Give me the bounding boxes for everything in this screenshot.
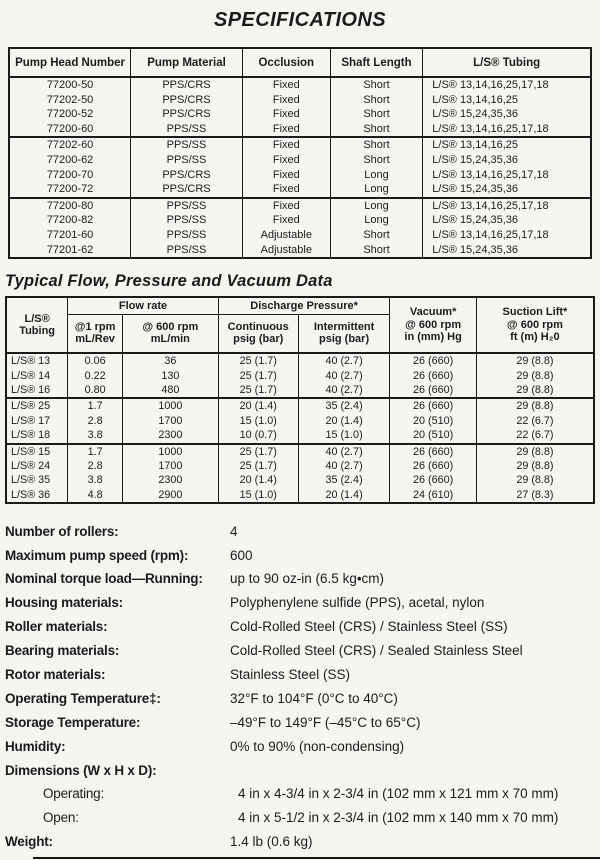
table-cell: Fixed xyxy=(242,198,330,214)
table-row xyxy=(9,77,591,93)
table-cell: 40 (2.7) xyxy=(298,353,390,368)
table-cell: Fixed xyxy=(242,107,330,122)
flow-table-group-1 xyxy=(6,353,594,398)
table-cell: L/S® 15,24,35,36 xyxy=(423,213,591,228)
table-cell: 15 (1.0) xyxy=(218,488,298,503)
table-cell: Long xyxy=(330,182,423,198)
spec-value: 1.4 lb (0.6 kg) xyxy=(230,834,313,850)
table-cell: 29 (8.8) xyxy=(476,383,594,398)
column-group-discharge-pressure: Discharge Pressure* xyxy=(218,297,390,314)
table-row xyxy=(6,428,594,443)
header-line: Suction Lift* xyxy=(502,306,568,319)
spec-row-number-of-rollers xyxy=(5,519,600,543)
table-cell: 1000 xyxy=(122,444,218,459)
table-cell: 0.06 xyxy=(68,353,123,368)
spec-row-housing-materials xyxy=(5,591,600,615)
table-row xyxy=(6,353,594,368)
column-header-vacuum xyxy=(390,297,476,353)
table-cell: 40 (2.7) xyxy=(298,459,390,473)
table-cell: 20 (510) xyxy=(390,414,476,428)
table-cell: 25 (1.7) xyxy=(218,353,298,368)
table-cell: Long xyxy=(330,168,423,183)
spec-value: 600 xyxy=(230,547,253,563)
table-row xyxy=(9,198,591,214)
spec-row-weight xyxy=(5,830,600,854)
page-title: SPECIFICATIONS xyxy=(214,9,386,31)
table-cell: L/S® 17 xyxy=(6,414,68,428)
table-cell: 26 (660) xyxy=(390,444,476,459)
header-line: in (mm) Hg xyxy=(404,331,462,344)
table-cell: L/S® 13,14,16,25,17,18 xyxy=(423,77,591,93)
spec-label: Roller materials: xyxy=(5,619,108,635)
table-cell: PPS/CRS xyxy=(131,182,243,198)
spec-value: Cold-Rolled Steel (CRS) / Stainless Steel (SS) xyxy=(230,619,508,635)
table-cell: 77201-60 xyxy=(9,228,131,243)
table-row xyxy=(6,414,594,428)
spec-label: Open: xyxy=(43,810,79,826)
pump-head-table xyxy=(8,47,592,259)
spec-label: Bearing materials: xyxy=(5,643,120,659)
table-cell: 2.8 xyxy=(68,414,123,428)
table-cell: 3.8 xyxy=(68,473,123,487)
table-cell: 29 (8.8) xyxy=(476,369,594,383)
table-cell: 77202-60 xyxy=(9,137,131,153)
spec-value: up to 90 oz-in (6.5 kg•cm) xyxy=(230,571,385,587)
header-line: ft (m) H₂0 xyxy=(510,331,560,344)
table-cell: L/S® 36 xyxy=(6,488,68,503)
table-cell: 20 (1.4) xyxy=(218,398,298,413)
table-cell: L/S® 13,14,16,25,17,18 xyxy=(423,198,591,214)
spec-value: –49°F to 149°F (–45°C to 65°C) xyxy=(230,714,421,730)
table-cell: PPS/CRS xyxy=(131,107,243,122)
table-cell: Adjustable xyxy=(242,243,330,259)
table-cell: 25 (1.7) xyxy=(218,459,298,473)
table-cell: L/S® 35 xyxy=(6,473,68,487)
spec-label: Humidity: xyxy=(5,738,66,754)
table-cell: L/S® 18 xyxy=(6,428,68,443)
table-cell: 1700 xyxy=(122,459,218,473)
table-cell: 25 (1.7) xyxy=(218,383,298,398)
table-cell: 24 (610) xyxy=(390,488,476,503)
table-cell: L/S® 15,24,35,36 xyxy=(423,243,591,259)
table-cell: L/S® 25 xyxy=(6,398,68,413)
table-cell: 2.8 xyxy=(68,459,123,473)
table-row xyxy=(9,137,591,153)
table-cell: 29 (8.8) xyxy=(476,459,594,473)
table-cell: L/S® 15,24,35,36 xyxy=(423,153,591,168)
header-line: mL/min xyxy=(150,333,190,346)
table-cell: PPS/SS xyxy=(131,213,243,228)
table-cell: 20 (1.4) xyxy=(298,488,390,503)
table-row xyxy=(6,459,594,473)
table-row xyxy=(9,122,591,138)
header-line: Tubing xyxy=(19,325,56,338)
table-cell: 20 (1.4) xyxy=(298,414,390,428)
column-header-occlusion: Occlusion xyxy=(242,48,330,77)
spec-row-humidity xyxy=(5,734,600,758)
table-cell: 40 (2.7) xyxy=(298,444,390,459)
table-cell: L/S® 16 xyxy=(6,383,68,398)
table-cell: 29 (8.8) xyxy=(476,353,594,368)
table-cell: 40 (2.7) xyxy=(298,383,390,398)
table-cell: 1700 xyxy=(122,414,218,428)
table-cell: 26 (660) xyxy=(390,473,476,487)
table-row xyxy=(6,473,594,487)
table-cell: Short xyxy=(330,93,423,108)
table-cell: 77200-70 xyxy=(9,168,131,183)
header-line: @ 600 rpm xyxy=(506,318,563,331)
table-cell: PPS/CRS xyxy=(131,168,243,183)
table-cell: 2300 xyxy=(122,428,218,443)
table-row xyxy=(6,488,594,503)
table-row xyxy=(9,213,591,228)
table-cell: Fixed xyxy=(242,122,330,138)
table-header-row xyxy=(6,297,594,314)
table-cell: 77200-60 xyxy=(9,122,131,138)
table-row xyxy=(9,182,591,198)
table-cell: 1.7 xyxy=(68,398,123,413)
table-cell: Fixed xyxy=(242,153,330,168)
column-header-ls-tubing: L/S® Tubing xyxy=(423,48,591,77)
table-cell: 480 xyxy=(122,383,218,398)
table-cell: Fixed xyxy=(242,182,330,198)
flow-pressure-vacuum-table xyxy=(5,296,595,504)
header-line: @ 600 rpm xyxy=(405,318,462,331)
table-cell: Fixed xyxy=(242,77,330,93)
spec-value: 0% to 90% (non-condensing) xyxy=(230,738,405,754)
column-header-flow-600rpm xyxy=(122,314,218,353)
table-cell: Short xyxy=(330,228,423,243)
spec-label: Dimensions (W x H x D): xyxy=(5,762,157,778)
table-cell: 20 (1.4) xyxy=(218,473,298,487)
spec-label: Storage Temperature: xyxy=(5,714,141,730)
table-cell: 77202-50 xyxy=(9,93,131,108)
pump-table-group-3 xyxy=(9,198,591,258)
table-row xyxy=(6,369,594,383)
header-line: L/S® xyxy=(24,312,50,325)
table-cell: 26 (660) xyxy=(390,459,476,473)
table-cell: PPS/SS xyxy=(131,228,243,243)
column-header-suction-lift xyxy=(476,297,594,353)
spec-value: 4 in x 5-1/2 in x 2-3/4 in (102 mm x 140 mm x 70 mm) xyxy=(238,810,559,826)
table-cell: L/S® 24 xyxy=(6,459,68,473)
header-line: psig (bar) xyxy=(233,333,284,346)
table-cell: Short xyxy=(330,153,423,168)
table-cell: 35 (2.4) xyxy=(298,473,390,487)
section-title-flow-data: Typical Flow, Pressure and Vacuum Data xyxy=(5,272,333,291)
column-header-flow-1rpm xyxy=(68,314,123,353)
table-row xyxy=(9,168,591,183)
spec-label: Operating Temperature‡: xyxy=(5,690,161,706)
table-cell: Short xyxy=(330,107,423,122)
table-row xyxy=(6,398,594,413)
column-header-intermittent xyxy=(298,314,390,353)
spec-row-bearing-materials xyxy=(5,639,600,663)
table-cell: L/S® 14 xyxy=(6,369,68,383)
flow-table-header xyxy=(6,297,594,353)
table-cell: 77200-82 xyxy=(9,213,131,228)
spec-value: 32°F to 104°F (0°C to 40°C) xyxy=(230,690,398,706)
table-cell: 1000 xyxy=(122,398,218,413)
table-cell: Fixed xyxy=(242,168,330,183)
table-cell: 36 xyxy=(122,353,218,368)
table-cell: Long xyxy=(330,213,423,228)
table-row xyxy=(9,107,591,122)
table-cell: 29 (8.8) xyxy=(476,398,594,413)
table-cell: PPS/SS xyxy=(131,122,243,138)
spec-row-rotor-materials xyxy=(5,663,600,687)
table-cell: 77200-72 xyxy=(9,182,131,198)
table-cell: 0.80 xyxy=(68,383,123,398)
table-cell: 29 (8.8) xyxy=(476,444,594,459)
table-cell: Short xyxy=(330,122,423,138)
table-cell: 77200-50 xyxy=(9,77,131,93)
table-cell: 4.8 xyxy=(68,488,123,503)
table-cell: 77201-62 xyxy=(9,243,131,259)
header-line: mL/Rev xyxy=(75,333,115,346)
table-cell: L/S® 13,14,16,25,17,18 xyxy=(423,168,591,183)
table-row xyxy=(6,444,594,459)
pump-table-group-1 xyxy=(9,77,591,137)
spec-label: Operating: xyxy=(43,786,105,802)
table-cell: 15 (1.0) xyxy=(298,428,390,443)
table-cell: L/S® 15 xyxy=(6,444,68,459)
spec-row-storage-temperature xyxy=(5,710,600,734)
header-line: @ 600 rpm xyxy=(142,320,199,333)
column-header-pump-head-number: Pump Head Number xyxy=(9,48,131,77)
column-header-pump-material: Pump Material xyxy=(131,48,243,77)
spec-row-dimensions-operating xyxy=(5,782,600,806)
table-cell: L/S® 13,14,16,25,17,18 xyxy=(423,122,591,138)
table-cell: 77200-52 xyxy=(9,107,131,122)
flow-table-group-3 xyxy=(6,444,594,504)
table-cell: L/S® 13,14,16,25 xyxy=(423,93,591,108)
table-cell: PPS/SS xyxy=(131,153,243,168)
header-line: Continuous xyxy=(227,320,289,333)
table-cell: Adjustable xyxy=(242,228,330,243)
spec-row-dimensions xyxy=(5,758,600,782)
spec-row-dimensions-open xyxy=(5,806,600,830)
table-cell: 25 (1.7) xyxy=(218,369,298,383)
table-cell: 3.8 xyxy=(68,428,123,443)
spec-value: Stainless Steel (SS) xyxy=(230,666,351,682)
table-cell: 25 (1.7) xyxy=(218,444,298,459)
spec-value: Cold-Rolled Steel (CRS) / Sealed Stainless Steel xyxy=(230,643,523,659)
spec-row-max-pump-speed xyxy=(5,543,600,567)
pump-table-group-2 xyxy=(9,137,591,197)
table-cell: Short xyxy=(330,77,423,93)
spec-value: 4 xyxy=(230,523,238,539)
table-cell: 1.7 xyxy=(68,444,123,459)
column-group-flow-rate: Flow rate xyxy=(68,297,219,314)
spec-row-nominal-torque xyxy=(5,567,600,591)
spec-list xyxy=(5,519,600,853)
table-cell: PPS/CRS xyxy=(131,77,243,93)
spec-label: Housing materials: xyxy=(5,595,123,611)
table-cell: 77200-80 xyxy=(9,198,131,214)
table-cell: 2900 xyxy=(122,488,218,503)
table-row xyxy=(6,383,594,398)
table-cell: PPS/CRS xyxy=(131,93,243,108)
spec-value: Polyphenylene sulfide (PPS), acetal, nylon xyxy=(230,595,485,611)
table-cell: Long xyxy=(330,198,423,214)
table-cell: Short xyxy=(330,137,423,153)
table-cell: 77200-62 xyxy=(9,153,131,168)
table-cell: L/S® 13 xyxy=(6,353,68,368)
flow-table-group-2 xyxy=(6,398,594,443)
table-cell: PPS/SS xyxy=(131,243,243,259)
table-cell: 2300 xyxy=(122,473,218,487)
table-cell: L/S® 15,24,35,36 xyxy=(423,182,591,198)
table-cell: Fixed xyxy=(242,213,330,228)
table-cell: L/S® 13,14,16,25 xyxy=(423,137,591,153)
table-cell: Fixed xyxy=(242,93,330,108)
spec-label: Weight: xyxy=(5,834,53,850)
spec-label: Rotor materials: xyxy=(5,666,106,682)
column-header-continuous xyxy=(218,314,298,353)
table-cell: 0.22 xyxy=(68,369,123,383)
table-header-row xyxy=(9,48,591,77)
table-cell: PPS/SS xyxy=(131,198,243,214)
table-cell: 27 (8.3) xyxy=(476,488,594,503)
table-cell: 26 (660) xyxy=(390,398,476,413)
header-line: @1 rpm xyxy=(74,320,116,333)
table-cell: L/S® 15,24,35,36 xyxy=(423,107,591,122)
spec-label: Maximum pump speed (rpm): xyxy=(5,547,189,563)
table-cell: 22 (6.7) xyxy=(476,414,594,428)
table-cell: 26 (660) xyxy=(390,369,476,383)
page-bottom-scan-line xyxy=(33,857,600,859)
header-line: Vacuum* xyxy=(409,306,457,319)
table-cell: 10 (0.7) xyxy=(218,428,298,443)
table-cell: Fixed xyxy=(242,137,330,153)
table-row xyxy=(9,243,591,259)
spec-label: Number of rollers: xyxy=(5,523,119,539)
table-cell: 35 (2.4) xyxy=(298,398,390,413)
table-cell: 40 (2.7) xyxy=(298,369,390,383)
header-line: Intermittent xyxy=(313,320,375,333)
header-line: psig (bar) xyxy=(319,333,370,346)
spec-value: 4 in x 4-3/4 in x 2-3/4 in (102 mm x 121 mm x 70 mm) xyxy=(238,786,559,802)
spec-row-roller-materials xyxy=(5,615,600,639)
table-cell: 29 (8.8) xyxy=(476,473,594,487)
table-row xyxy=(9,228,591,243)
pump-table-header xyxy=(9,48,591,77)
table-cell: Short xyxy=(330,243,423,259)
table-cell: L/S® 13,14,16,25,17,18 xyxy=(423,228,591,243)
column-header-shaft-length: Shaft Length xyxy=(330,48,423,77)
spec-row-operating-temperature xyxy=(5,686,600,710)
column-header-tubing xyxy=(6,297,68,353)
table-cell: PPS/SS xyxy=(131,137,243,153)
table-cell: 26 (660) xyxy=(390,383,476,398)
table-cell: 26 (660) xyxy=(390,353,476,368)
table-row xyxy=(9,93,591,108)
table-cell: 22 (6.7) xyxy=(476,428,594,443)
table-cell: 130 xyxy=(122,369,218,383)
spec-label: Nominal torque load—Running: xyxy=(5,571,203,587)
table-cell: 20 (510) xyxy=(390,428,476,443)
table-cell: 15 (1.0) xyxy=(218,414,298,428)
table-row xyxy=(9,153,591,168)
